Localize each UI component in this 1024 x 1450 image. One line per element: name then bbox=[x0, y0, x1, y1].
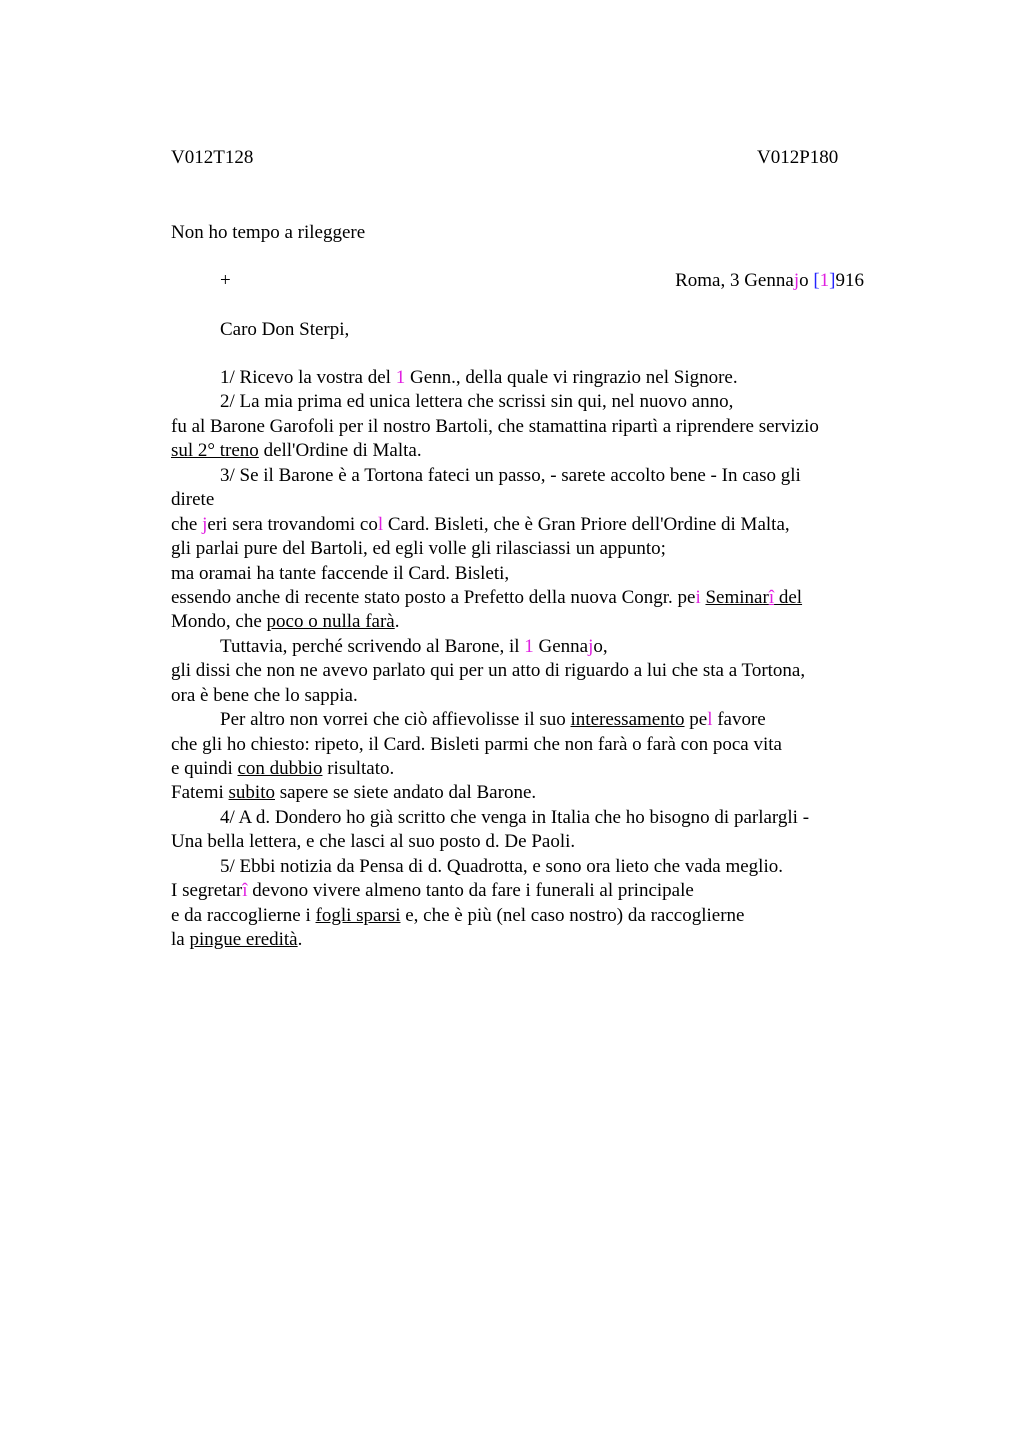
body-line: gli dissi che non ne avevo parlato qui per un atto di riguardo a lui che sta a Tortona, bbox=[171, 660, 806, 682]
body-line: essendo anche di recente stato posto a Prefetto della nuova Congr. pei Seminarî del bbox=[171, 586, 803, 608]
body-line: direte bbox=[171, 489, 215, 511]
margin-note: Non ho tempo a rileggere bbox=[171, 222, 366, 243]
editorial-digit: 1 bbox=[819, 270, 830, 291]
letter-body bbox=[171, 366, 891, 953]
body-line: Per altro non vorrei che ciò affievolisse il suo interessamento pel favore bbox=[220, 709, 766, 731]
cross-symbol: + bbox=[220, 270, 231, 291]
salutation: Caro Don Sterpi, bbox=[220, 319, 350, 340]
body-line: 3/ Se il Barone è a Tortona fateci un passo, - sarete accolto bene - In caso gli bbox=[220, 464, 801, 486]
body-line: che jeri sera trovandomi col Card. Bisleti, che è Gran Priore dell'Ordine di Malta, bbox=[171, 513, 790, 535]
body-line: ma oramai ha tante faccende il Card. Bisleti, bbox=[171, 562, 510, 584]
body-line: 5/ Ebbi notizia da Pensa di d. Quadrotta, e sono ora lieto che vada meglio. bbox=[220, 855, 783, 877]
dateline: Roma, 3 Gennajo [1]916 bbox=[675, 270, 864, 291]
body-line: Fatemi subito sapere se siete andato dal Barone. bbox=[171, 782, 537, 804]
body-line: gli parlai pure del Bartoli, ed egli volle gli rilasciassi un appunto; bbox=[171, 538, 666, 560]
header-right-code: V012P180 bbox=[757, 147, 839, 168]
body-line: Tuttavia, perché scrivendo al Barone, il 1 Gennajo, bbox=[220, 635, 608, 657]
body-line: I segretarî devono vivere almeno tanto da fare i funerali al principale bbox=[171, 880, 694, 902]
body-line: fu al Barone Garofoli per il nostro Bartoli, che stamattina ripartì a riprendere servizio bbox=[171, 415, 819, 437]
body-line: 4/ A d. Dondero ho già scritto che venga in Italia che ho bisogno di parlargli - bbox=[220, 806, 810, 828]
body-line: e quindi con dubbio risultato. bbox=[171, 758, 395, 779]
body-line: 1/ Ricevo la vostra del 1 Genn., della quale vi ringrazio nel Signore. bbox=[220, 367, 738, 388]
body-line: Mondo, che poco o nulla farà. bbox=[171, 611, 400, 633]
body-line: ora è bene che lo sappia. bbox=[171, 684, 358, 706]
body-line: che gli ho chiesto: ripeto, il Card. Bisleti parmi che non farà o farà con poca vita bbox=[171, 733, 782, 755]
body-line: sul 2° treno dell'Ordine di Malta. bbox=[171, 440, 422, 462]
editorial-letter: j bbox=[793, 270, 800, 291]
body-line: e da raccoglierne i fogli sparsi e, che è più (nel caso nostro) da raccoglierne bbox=[171, 904, 745, 926]
body-line: 2/ La mia prima ed unica lettera che scrissi sin qui, nel nuovo anno, bbox=[220, 391, 734, 413]
body-line: Una bella lettera, e che lasci al suo posto d. De Paoli. bbox=[171, 831, 576, 853]
body-line: la pingue eredità. bbox=[171, 929, 303, 951]
header-left-code: V012T128 bbox=[171, 147, 254, 168]
